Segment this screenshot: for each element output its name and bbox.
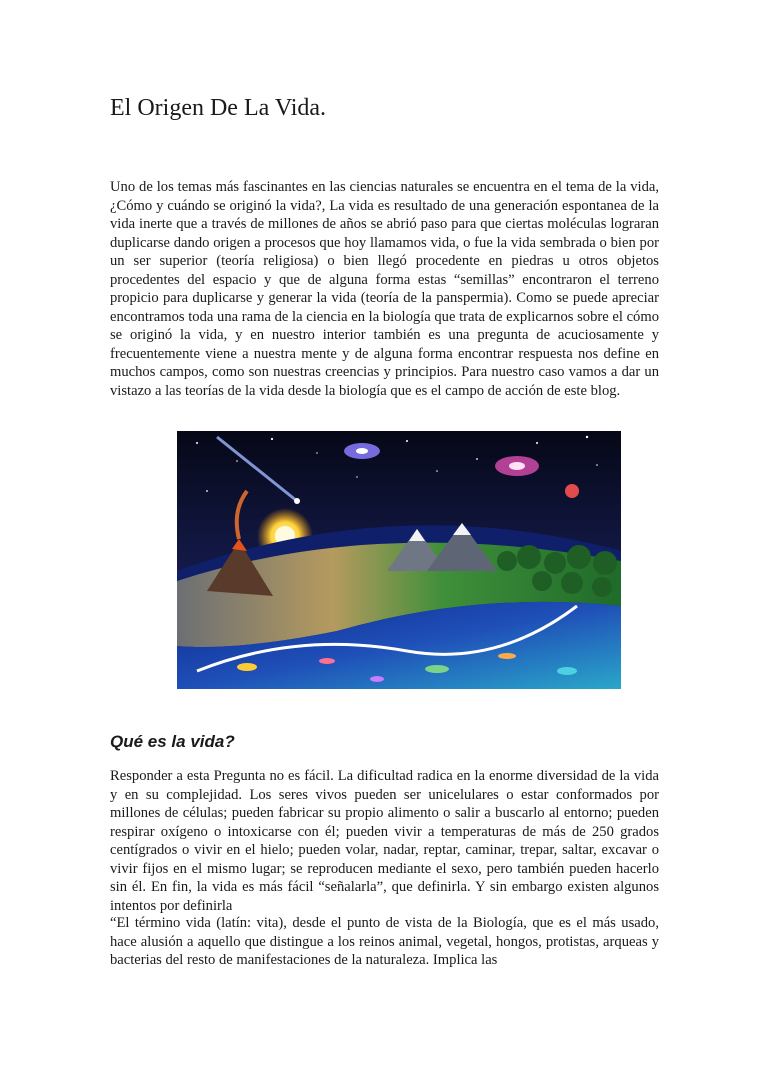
illustration-svg <box>177 431 621 689</box>
quote-paragraph: “El término vida (latín: vita), desde el punto de vista de la Biología, que es el más usado, hace alusión a aquello que distingue a los reinos animal, vegetal, hongos, protistas, arqueas y bacterias del resto de manifestaciones de la naturaleza. Implica las <box>110 915 659 969</box>
origin-of-life-illustration <box>177 431 621 689</box>
page-title: El Origen De La Vida. <box>110 95 327 121</box>
planet-icon <box>565 484 579 498</box>
comet <box>294 498 300 504</box>
section-heading: Qué es la vida? <box>110 732 235 751</box>
intro-paragraph: Uno de los temas más fascinantes en las ciencias naturales se encuentra en el tema de la vida, ¿Cómo y cuándo se originó la vida?, La vida es resultado de una generación espontanea de la vida inerte que a través de millones de años se abrió paso para que ciertas moléculas lograran duplicarse dando origen a procesos que hoy llamamos vida, o fue la vida sembrada o bien por un ser superior (teoría religiosa) o bien llegó procedente en piedras u otros objetos procedentes del espacio y que de alguna forma estas “semillas” encontraron el terreno propicio para duplicarse y generar la vida (teoría de la panspermia). Como se puede apreciar encontramos toda una rama de la ciencia en la biología que trata de explicarnos sobre el cómo se originó la vida, y en nuestro interior también es una pregunta de acuciosamente y frecuentemente viene a nuestra mente y de alguna forma encontrar respuesta nos define en muchos campos, como son nuestras creencias y principios. Para nuestro caso vamos a dar un vistazo a las teorías de la vida desde la biología que es el campo de acción de este blog. <box>110 179 659 400</box>
section-paragraph: Responder a esta Pregunta no es fácil. La dificultad radica en la enorme diversidad de la vida y en su complejidad. Los seres vivos pueden ser unicelulares o estar conformados por millones de células; pueden fabricar su propio alimento o salir a buscarlo al entorno; pueden respirar oxígeno o intoxicarse con él; pueden vivir a temperaturas de más de 250 grados centígrados o vivir en el hielo; pueden volar, nadar, reptar, caminar, trepar, saltar, excavar o vivir fijos en el mismo lugar; se reproducen mediante el sexo, pero también pueden hacerlo sin él. En fin, la vida es más fácil “señalarla”, que definirla. Y sin embargo existen algunos intentos por definirla <box>110 768 659 914</box>
